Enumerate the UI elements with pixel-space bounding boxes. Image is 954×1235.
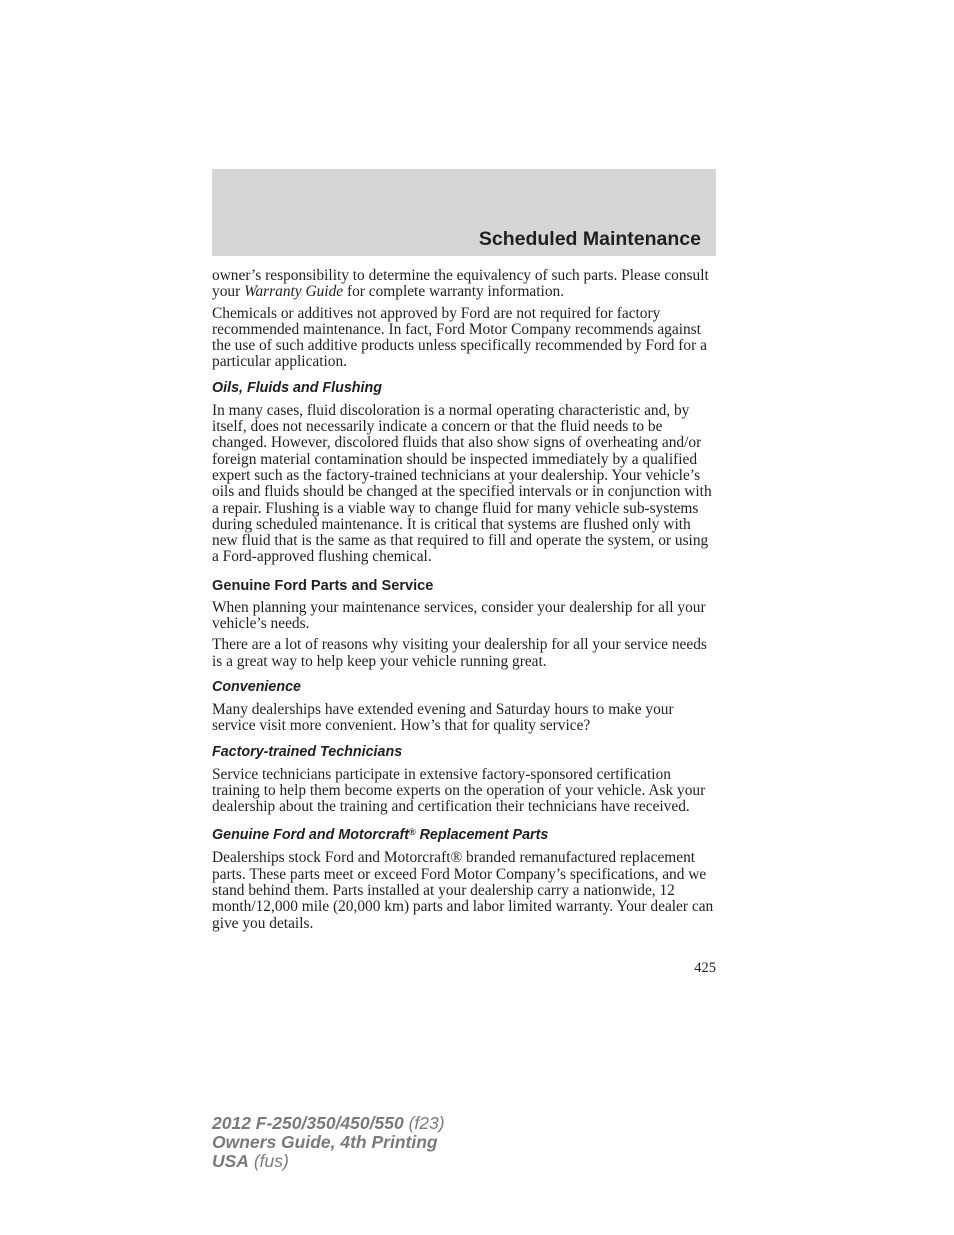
paragraph-factory: Service technicians participate in extensive factory-sponsored certification training to help them become experts on the operation of your vehicle. Ask your dealership about the training and certification their technicians have received. (212, 765, 706, 816)
document-footer (212, 1114, 445, 1171)
paragraph-warranty: owner’s responsibility to determine the equivalency of such parts. Please consult your Warranty Guide for complete warranty information. (212, 267, 709, 301)
section-header-band (212, 169, 716, 256)
paragraph-genuine-1: When planning your maintenance services, consider your dealership for all your vehicle’s needs. (212, 598, 706, 633)
footer-line-region: USA (fus) (212, 1151, 289, 1171)
page-content (212, 268, 716, 937)
paragraph-genuine-2: There are a lot of reasons why visiting your dealership for all your service needs is a great way to help keep your vehicle running great. (212, 636, 707, 670)
paragraph-chemicals: Chemicals or additives not approved by Ford are not required for factory recommended maintenance. In fact, Ford Motor Company recommends against the use of such additive products unless specifically recommended by Ford for a particular application. (212, 304, 707, 371)
heading-factory-trained: Factory-trained Technicians (212, 743, 403, 760)
heading-oils-fluids-flushing: Oils, Fluids and Flushing (212, 379, 382, 396)
heading-genuine-ford-parts: Genuine Ford Parts and Service (212, 577, 434, 594)
warranty-guide-reference: Warranty Guide (244, 283, 344, 301)
footer-line-guide: Owners Guide, 4th Printing (212, 1132, 438, 1152)
heading-convenience: Convenience (212, 678, 301, 695)
heading-motorcraft-parts: Genuine Ford and Motorcraft® Replacement Parts (212, 827, 549, 844)
page-number: 425 (694, 960, 716, 976)
paragraph-oils: In many cases, fluid discoloration is a normal operating characteristic and, by itself, does not necessarily indicate a concern or that the fluid needs to be changed. However, discolored fluids that also show signs of overheating and/or foreign material contamination should be inspected immediately by a qualified expert such as the factory-trained technicians at your dealership. Your vehicle’s oils and fluids should be changed at the specified intervals or in conjunction with a repair. Flushing is a viable way to change fluid for many vehicle sub-systems during scheduled maintenance. It is critical that systems are flushed only with new fluid that is the same as that required to fill and operate the system, or using a Ford-approved flushing chemical. (212, 401, 712, 566)
paragraph-motorcraft: Dealerships stock Ford and Motorcraft® branded remanufactured replacement parts. These parts meet or exceed Ford Motor Company’s specifications, and we stand behind them. Parts installed at your dealership carry a nationwide, 12 month/12,000 mile (20,000 km) parts and labor limited warranty. Your dealer can give you details. (212, 849, 714, 932)
footer-line-model: 2012 F-250/350/450/550 (f23) (212, 1113, 445, 1133)
paragraph-convenience: Many dealerships have extended evening and Saturday hours to make your service visit more convenient. How’s that for quality service? (212, 700, 674, 735)
section-title: Scheduled Maintenance (478, 228, 701, 250)
